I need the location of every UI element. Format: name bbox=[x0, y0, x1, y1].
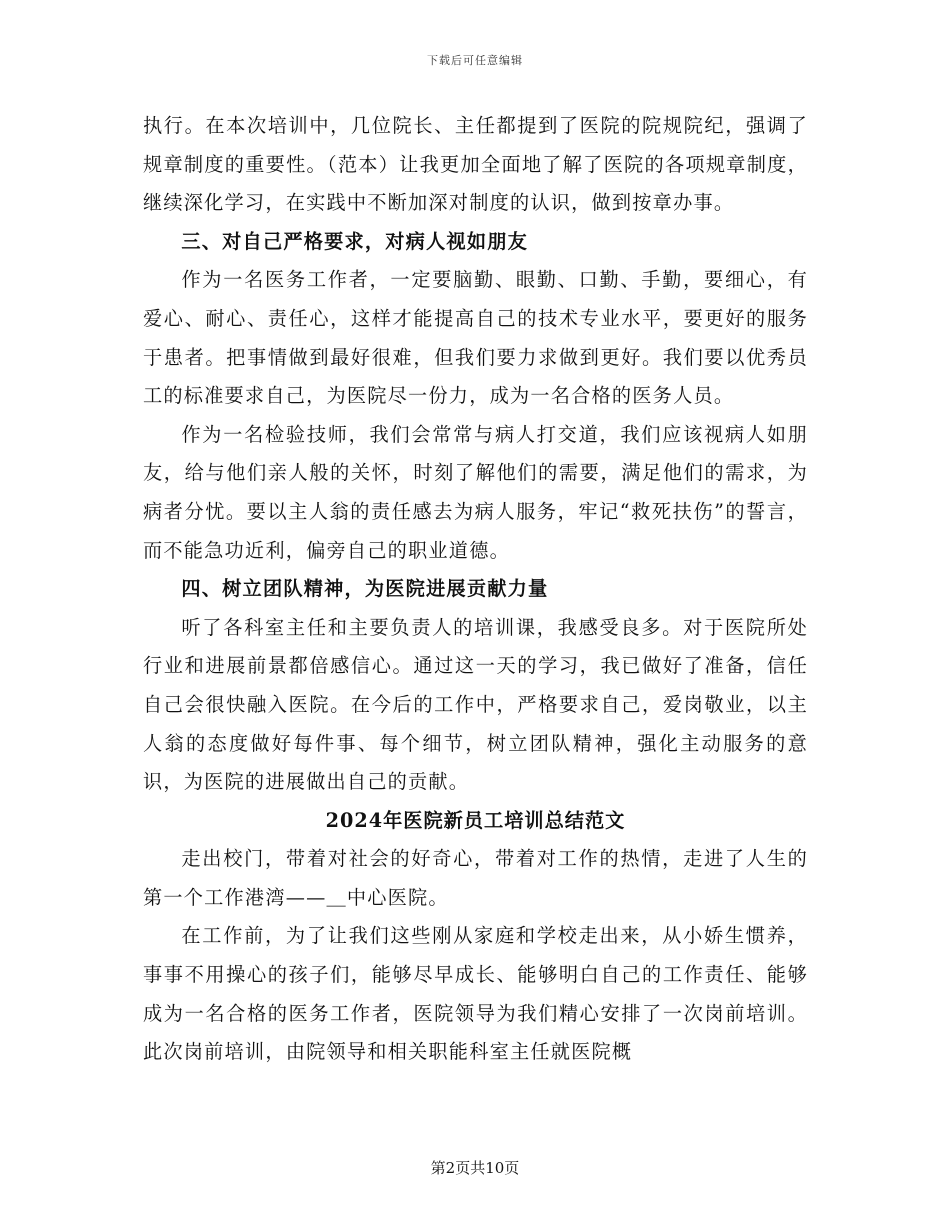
section-heading-4: 四、树立团队精神，为医院进展贡献力量 bbox=[181, 577, 549, 601]
document-body bbox=[143, 107, 808, 1072]
paragraph-1: 执行。在本次培训中，几位院长、主任都提到了医院的院规院纪，强调了规章制度的重要性。（范本）让我更加全面地了解了医院的各项规章制度，继续深化学习，在实践中不断加深对制度的认识，做到按章办事。 bbox=[143, 114, 808, 215]
page-number: 第2页共10页 bbox=[430, 1159, 520, 1177]
paragraph-6: 在工作前，为了让我们这些刚从家庭和学校走出来，从小娇生惯养，事事不用操心的孩子们，能够尽早成长、能够明白自己的工作责任、能够成为一名合格的医务工作者，医院领导为我们精心安排了一次岗前培训。此次岗前培训，由院领导和相关职能科室主任就医院概 bbox=[143, 924, 808, 1064]
header-note: 下载后可任意编辑 bbox=[427, 54, 523, 67]
paragraph-5: 走出校门，带着对社会的好奇心，带着对工作的热情，走进了人生的第一个工作港湾——＿中心医院。 bbox=[143, 847, 808, 909]
paragraph-4: 听了各科室主任和主要负责人的培训课，我感受良多。对于医院所处行业和进展前景都倍感信心。通过这一天的学习，我已做好了准备，信任自己会很快融入医院。在今后的工作中，严格要求自己，爱岗敬业，以主人翁的态度做好每件事、每个细节，树立团队精神，强化主动服务的意识，为医院的进展做出自己的贡献。 bbox=[143, 615, 808, 794]
paragraph-2: 作为一名医务工作者，一定要脑勤、眼勤、口勤、手勤，要细心，有爱心、耐心、责任心，这样才能提高自己的技术专业水平，要更好的服务于患者。把事情做到最好很难，但我们要力求做到更好。我们要以优秀员工的标准要求自己，为医院尽一份力，成为一名合格的医务人员。 bbox=[143, 268, 808, 408]
paragraph-3: 作为一名检验技师，我们会常常与病人打交道，我们应该视病人如朋友，给与他们亲人般的关怀，时刻了解他们的需要，满足他们的需求，为病者分忧。要以主人翁的责任感去为病人服务，牢记“救死扶伤”的誓言，而不能急功近利，偏旁自己的职业道德。 bbox=[143, 422, 808, 562]
article-title: 2024年医院新员工培训总结范文 bbox=[325, 808, 626, 832]
section-heading-3: 三、对自己严格要求，对病人视如朋友 bbox=[181, 229, 528, 253]
